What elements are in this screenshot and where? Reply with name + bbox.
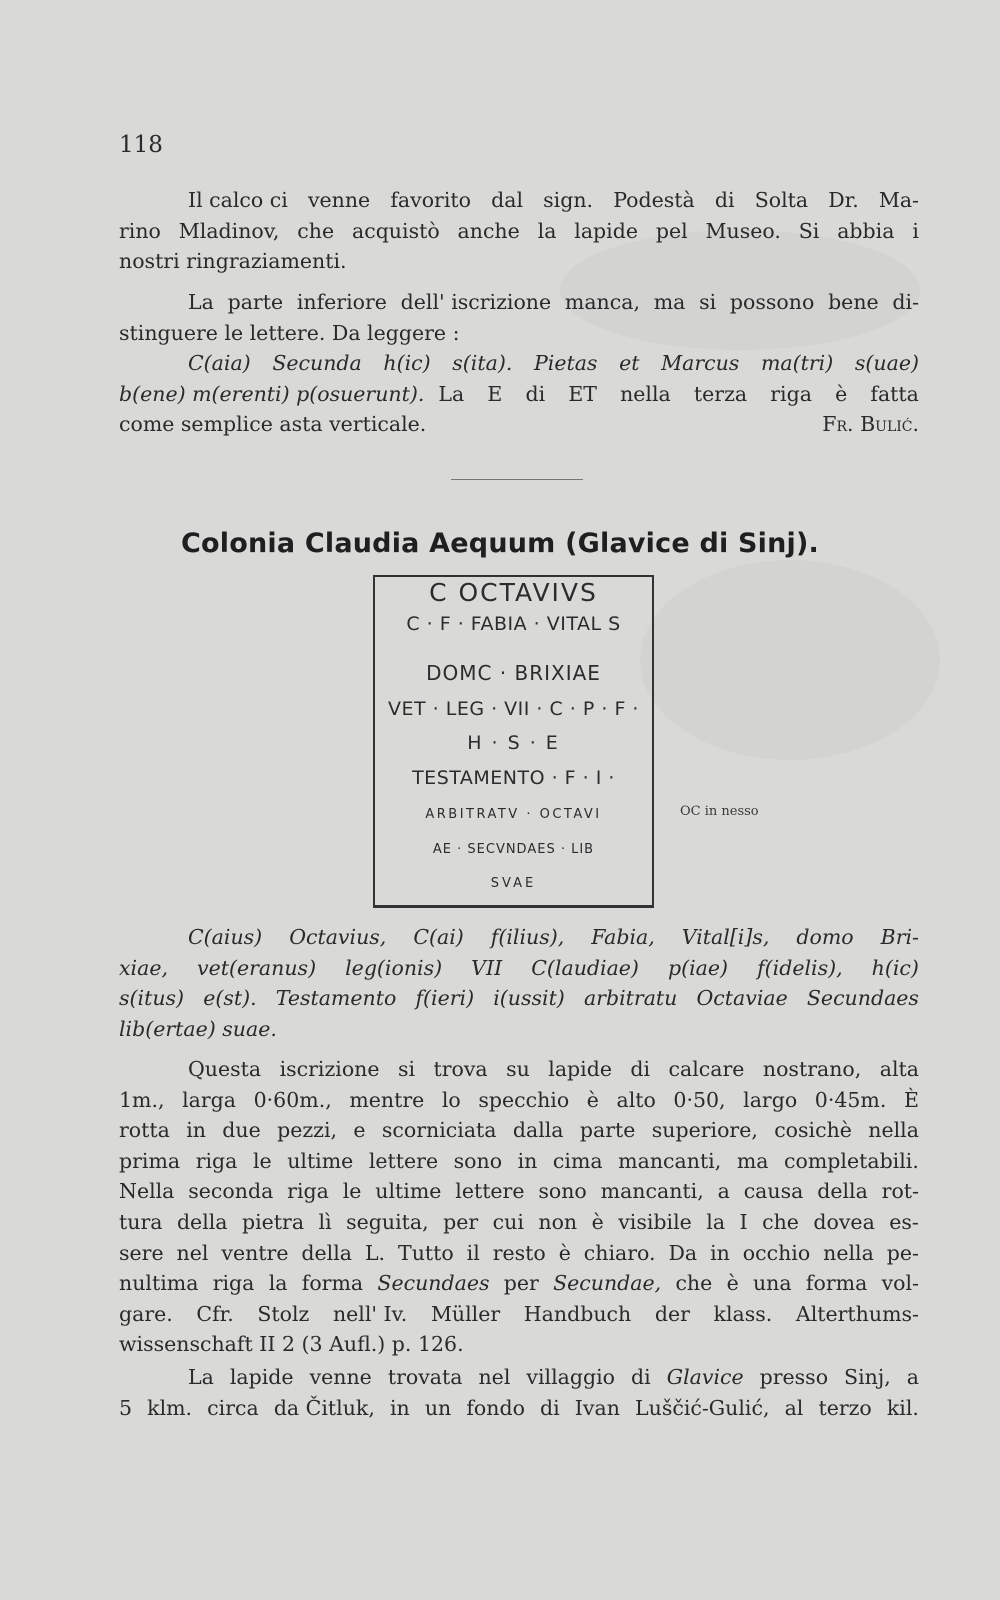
word: è <box>835 381 848 406</box>
text-line <box>119 1238 919 1269</box>
word: larga <box>182 1087 237 1112</box>
word: Luščić-Gulić, <box>635 1395 770 1420</box>
word: h(ic) <box>383 351 431 376</box>
word: è <box>726 1271 739 1296</box>
word: fatta <box>870 381 919 406</box>
word: Sinj, <box>844 1365 891 1389</box>
word: iscrizione <box>279 1057 380 1081</box>
word: s(itus) <box>119 986 185 1011</box>
text-line <box>119 1268 919 1299</box>
text-line <box>119 409 919 440</box>
word: Si <box>798 218 820 243</box>
reading-line <box>119 348 919 379</box>
word: per <box>503 1271 539 1296</box>
text-line <box>119 287 919 318</box>
reading-line <box>119 983 919 1014</box>
word: Mladinov, <box>178 218 280 243</box>
word: C(aius) <box>188 925 263 949</box>
word: 0·60m., <box>253 1087 332 1112</box>
word: presso <box>759 1365 829 1389</box>
word: nell' Iv. <box>332 1301 408 1326</box>
word: circa <box>207 1395 259 1420</box>
word: mancanti, <box>600 1179 704 1204</box>
word: occhio <box>742 1240 811 1265</box>
word: vet(eranus) <box>197 955 317 980</box>
text-line <box>119 185 919 216</box>
word: E <box>487 381 503 406</box>
word: È <box>903 1087 919 1112</box>
paragraph-description <box>119 1054 919 1360</box>
word: è <box>591 1209 604 1234</box>
page-number: 118 <box>119 132 163 158</box>
word: Da <box>668 1240 698 1265</box>
word: 5 <box>119 1395 133 1420</box>
word: klm. <box>147 1395 193 1420</box>
word: ultime <box>375 1179 442 1204</box>
word: riga <box>770 381 812 406</box>
word: ma <box>736 1148 769 1173</box>
word: cosichè <box>774 1118 852 1143</box>
word: cima <box>552 1148 603 1173</box>
word: Secundae, <box>553 1271 662 1296</box>
word: nostrano, <box>762 1057 862 1081</box>
word: per <box>443 1209 479 1234</box>
section-heading: Colonia Claudia Aequum (Glavice di Sinj). <box>181 528 819 559</box>
word: ma(tri) <box>760 351 834 376</box>
word: dell' iscrizione <box>400 290 552 314</box>
word: klass. <box>713 1301 773 1326</box>
text-line: wissenschaft II 2 (3 Aufl.) p. 126. <box>119 1332 464 1357</box>
word: sono <box>453 1148 503 1173</box>
word: Bri- <box>880 925 919 949</box>
word: venne <box>307 188 371 212</box>
word: Ma- <box>878 188 919 212</box>
word: xiae, <box>119 955 168 980</box>
text-line <box>119 1393 919 1424</box>
word: lapide <box>574 218 638 243</box>
word: La <box>188 1365 214 1389</box>
text-line <box>119 1146 919 1177</box>
word: Solta <box>754 188 809 212</box>
word: da Čitluk, <box>273 1395 375 1420</box>
ligature-note: OC in nesso <box>680 804 759 819</box>
word: villaggio <box>526 1365 616 1389</box>
word: trovata <box>387 1365 463 1389</box>
word: Handbuch <box>523 1301 632 1326</box>
word: Pietas <box>533 351 598 376</box>
word: la <box>268 1271 288 1296</box>
word: lì <box>318 1209 332 1234</box>
section-divider <box>451 479 583 480</box>
word: a <box>717 1179 730 1204</box>
word: f(idelis), <box>757 955 843 980</box>
inscription-line: H · S · E <box>467 732 560 754</box>
word: Glavice <box>666 1365 744 1389</box>
word: 1m., <box>119 1087 165 1112</box>
word: una <box>752 1271 792 1296</box>
word: si <box>397 1057 416 1081</box>
word: resto <box>492 1240 546 1265</box>
word: ultime <box>287 1148 354 1173</box>
paragraph-reading <box>119 287 919 440</box>
word: completabili. <box>784 1148 919 1173</box>
word: che <box>675 1271 713 1296</box>
word: seconda <box>188 1179 274 1204</box>
reading-line <box>119 922 919 953</box>
reading-fragment: b(ene) m(erenti) p(osuerunt). <box>119 381 425 406</box>
inscription-line: ARBITRATV · OCTAVI <box>425 807 602 822</box>
word: arbitratu <box>583 986 678 1011</box>
word: tura <box>119 1209 163 1234</box>
word: della <box>817 1179 868 1204</box>
word: Dr. <box>828 188 859 212</box>
word: di <box>525 381 546 406</box>
word: et <box>619 351 640 376</box>
word: s(uae) <box>854 351 919 376</box>
word: h(ic) <box>871 955 919 980</box>
word: f(ieri) <box>415 986 475 1011</box>
word: Müller <box>430 1301 501 1326</box>
word: sign. <box>543 188 594 212</box>
text-fragment <box>438 379 919 410</box>
word: Museo. <box>705 218 781 243</box>
word: dalla <box>512 1118 564 1143</box>
word: riga <box>195 1148 238 1173</box>
word: Questa <box>188 1057 262 1081</box>
word: le <box>342 1179 362 1204</box>
word: Nella <box>119 1179 175 1204</box>
word: C(ai) <box>413 925 464 949</box>
text-fragment: come semplice asta verticale. <box>119 412 427 437</box>
word: nel <box>478 1365 511 1389</box>
word: i(ussit) <box>493 986 565 1011</box>
text-line: nostri ringraziamenti. <box>119 249 347 274</box>
word: in <box>389 1395 410 1420</box>
word: rino <box>119 218 161 243</box>
word: lo <box>441 1087 461 1112</box>
word: in <box>186 1118 206 1143</box>
word: di <box>631 1365 651 1389</box>
word: parte <box>579 1118 636 1143</box>
word: leg(ionis) <box>345 955 443 980</box>
word: ventre <box>221 1240 289 1265</box>
word: terzo <box>818 1395 872 1420</box>
word: kil. <box>886 1395 919 1420</box>
word: calcare <box>668 1057 745 1081</box>
word: largo <box>743 1087 798 1112</box>
word: a <box>906 1365 919 1389</box>
word: di <box>714 188 735 212</box>
reading-line <box>119 953 919 984</box>
word: pel <box>655 218 688 243</box>
text-line <box>119 379 919 410</box>
word: la <box>706 1209 726 1234</box>
inscription-line: AE · SECVNDAES · LIB <box>432 842 595 857</box>
paper-stain <box>640 560 940 760</box>
word: 0·50, <box>673 1087 726 1112</box>
word: di- <box>892 290 919 314</box>
text-line: stinguere le lettere. Da leggere : <box>119 320 460 345</box>
paragraph-acknowledgement <box>119 185 919 277</box>
word: riga <box>287 1179 329 1204</box>
word: della <box>301 1240 352 1265</box>
word: causa <box>743 1179 804 1204</box>
paragraph-findspot <box>119 1362 919 1423</box>
signature: Fr. Bulić. <box>822 412 919 437</box>
inscription-stone <box>373 575 654 908</box>
word: che <box>762 1209 799 1234</box>
word: parte <box>227 290 284 314</box>
word: Alterthums- <box>795 1301 919 1326</box>
word: chiaro. <box>583 1240 656 1265</box>
text-line <box>119 1207 919 1238</box>
word: favorito <box>390 188 471 212</box>
word: Cfr. <box>196 1301 234 1326</box>
inscription-line: TESTAMENTO · F · I · <box>412 767 615 789</box>
inscription-line: C · F · FABIA · VITAL S <box>406 613 621 635</box>
word: mentre <box>349 1087 425 1112</box>
word: rotta <box>119 1118 170 1143</box>
word: della <box>176 1209 228 1234</box>
paragraph-transcription <box>119 922 919 1044</box>
word: le <box>252 1148 272 1173</box>
word: alto <box>616 1087 656 1112</box>
word: forma <box>301 1271 364 1296</box>
word: 0·45m. <box>814 1087 887 1112</box>
word: Ivan <box>574 1395 620 1420</box>
word: fondo <box>466 1395 525 1420</box>
word: su <box>506 1057 530 1081</box>
word: di <box>630 1057 651 1081</box>
word: inferiore <box>296 290 387 314</box>
word: visibile <box>618 1209 692 1234</box>
word: nella <box>620 381 671 406</box>
word: s(ita). <box>452 351 513 376</box>
word: Secundaes <box>806 986 919 1011</box>
word: è <box>586 1087 599 1112</box>
word: prima <box>119 1148 181 1173</box>
word: trova <box>433 1057 488 1081</box>
word: lapide <box>548 1057 612 1081</box>
word: ma <box>653 290 686 314</box>
word: terza <box>693 381 748 406</box>
word: nella <box>868 1118 919 1143</box>
word: il <box>466 1240 480 1265</box>
text-line <box>119 1085 919 1116</box>
word: L. <box>364 1240 386 1265</box>
word: Octaviae <box>696 986 788 1011</box>
text-line <box>119 1176 919 1207</box>
word: sono <box>538 1179 587 1204</box>
text-line <box>119 1299 919 1330</box>
word: in <box>517 1148 538 1173</box>
text-line <box>119 1054 919 1085</box>
word: di <box>540 1395 560 1420</box>
word: possono <box>729 290 815 314</box>
word: si <box>699 290 717 314</box>
word: ET <box>568 381 597 406</box>
word: è <box>558 1240 571 1265</box>
word: I <box>739 1209 748 1234</box>
inscription-line: SVAE <box>490 876 537 891</box>
text-line <box>119 216 919 247</box>
word: manca, <box>564 290 640 314</box>
word: scorniciata <box>381 1118 497 1143</box>
word: Fabia, <box>591 925 655 949</box>
word: f(ilius), <box>490 925 565 949</box>
word: domo <box>796 925 854 949</box>
word: anche <box>457 218 520 243</box>
word: Marcus <box>661 351 740 376</box>
word: Stolz <box>257 1301 310 1326</box>
word: nella <box>823 1240 874 1265</box>
word: venne <box>309 1365 372 1389</box>
word: alta <box>879 1057 919 1081</box>
word: Podestà <box>613 188 695 212</box>
word: un <box>424 1395 452 1420</box>
word: Secundaes <box>377 1271 490 1296</box>
word: es- <box>889 1209 919 1234</box>
word: Testamento <box>275 986 397 1011</box>
word: e(st). <box>203 986 257 1011</box>
word: Octavius, <box>289 925 387 949</box>
word: dal <box>491 188 524 212</box>
word: che <box>297 218 335 243</box>
word: i <box>912 218 919 243</box>
word: nel <box>176 1240 209 1265</box>
word: La <box>438 381 465 406</box>
word: due <box>222 1118 261 1143</box>
word: sere <box>119 1240 164 1265</box>
word: VII <box>471 955 503 980</box>
word: La <box>188 290 214 314</box>
inscription-line: DOMC · BRIXIAE <box>426 661 601 685</box>
word: in <box>710 1240 730 1265</box>
word: pezzi, <box>277 1118 338 1143</box>
word: lapide <box>229 1365 294 1389</box>
word: superiore, <box>651 1118 758 1143</box>
word: lettere <box>368 1148 439 1173</box>
word: C(aia) <box>188 351 251 376</box>
word: rot- <box>881 1179 919 1204</box>
word: C(laudiae) <box>531 955 639 980</box>
word: vol- <box>881 1271 919 1296</box>
word: al <box>784 1395 804 1420</box>
word: der <box>654 1301 690 1326</box>
word: Vital[i]s, <box>681 925 770 949</box>
word: e <box>353 1118 366 1143</box>
inscription-line: C OCTAVIVS <box>429 578 598 607</box>
word: cui <box>492 1209 524 1234</box>
word: abbia <box>837 218 895 243</box>
reading-line: lib(ertae) suae. <box>119 1016 277 1041</box>
word: forma <box>805 1271 868 1296</box>
word: acquistò <box>351 218 440 243</box>
word: lettere <box>455 1179 525 1204</box>
word: seguita, <box>346 1209 429 1234</box>
inscription-line: VET · LEG · VII · C · P · F · <box>388 698 639 720</box>
word: nultima <box>119 1271 199 1296</box>
word: pietra <box>242 1209 305 1234</box>
word: specchio <box>478 1087 570 1112</box>
word: gare. <box>119 1301 173 1326</box>
word: bene <box>828 290 879 314</box>
word: riga <box>212 1271 255 1296</box>
word: pe- <box>886 1240 919 1265</box>
word: mancanti, <box>618 1148 722 1173</box>
word: dovea <box>813 1209 875 1234</box>
text-line <box>119 1115 919 1146</box>
text-line <box>119 1362 919 1393</box>
word: p(iae) <box>667 955 729 980</box>
word: la <box>537 218 557 243</box>
word: Secunda <box>272 351 362 376</box>
word: Tutto <box>398 1240 454 1265</box>
word: Il calco ci <box>188 188 288 212</box>
word: non <box>538 1209 578 1234</box>
